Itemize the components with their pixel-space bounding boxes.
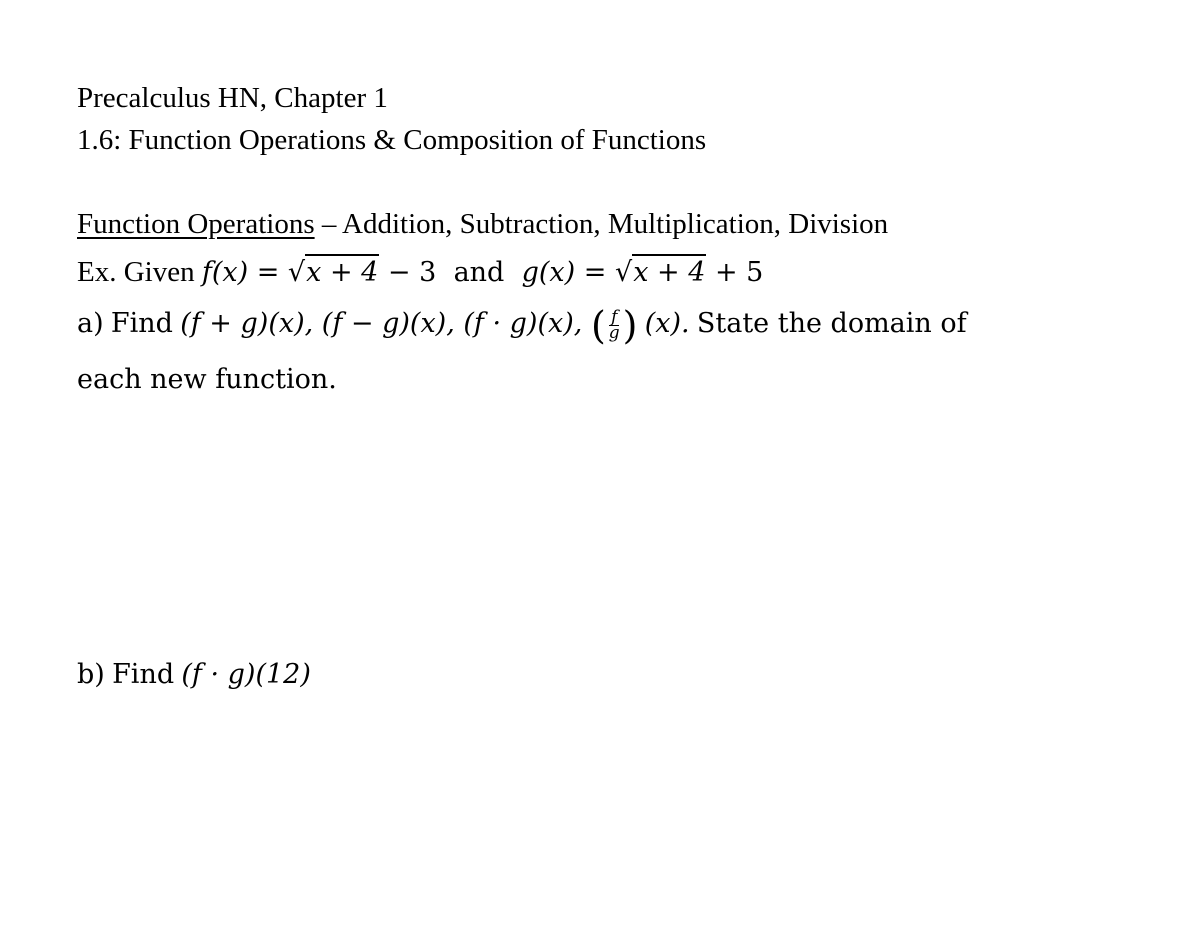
g-sqrt: √x + 4: [615, 254, 706, 290]
part-b-find: Find: [112, 659, 175, 690]
and-word: and: [453, 257, 505, 288]
part-a-find: Find: [110, 308, 173, 339]
g-radicand: x + 4: [632, 254, 706, 290]
part-a-line: a) Find (f + g)(x), (f − g)(x), (f · g)(x), ( $\frac{f}{g}$ ) (x). State the domain of: [77, 303, 967, 348]
part-a-continuation: [77, 362, 337, 397]
section-heading-rest: – Addition, Subtraction, Multiplication, Division: [314, 208, 889, 240]
g-tail: + 5: [706, 257, 764, 288]
f-radicand: x + 4: [305, 254, 379, 290]
fraction-denominator: g: [608, 322, 620, 343]
part-a-continuation-text: each new function.: [77, 364, 337, 395]
f-tail: − 3: [379, 257, 437, 288]
example-line: [77, 254, 763, 290]
course-title: Precalculus HN, Chapter 1: [77, 82, 388, 114]
part-a-instruction: State the domain of: [696, 308, 967, 339]
example-intro: Ex. Given: [77, 256, 195, 288]
section-heading-line: [77, 207, 888, 241]
part-b-label: b): [77, 659, 105, 690]
part-b-expression: (f · g)(12): [181, 659, 311, 690]
g-definition: g(x) =: [521, 257, 615, 288]
section-heading: Function Operations: [77, 208, 315, 240]
part-a-label: a): [77, 308, 104, 339]
f-sqrt: √x + 4: [288, 254, 379, 290]
part-b-line: [77, 657, 311, 692]
fraction-numerator: f: [611, 306, 618, 327]
f-over-g-fraction: [607, 306, 622, 343]
f-definition: f(x) =: [201, 257, 288, 288]
part-a-expr-tail: (x).: [644, 308, 690, 339]
part-a-expressions: (f + g)(x), (f − g)(x), (f · g)(x),: [180, 308, 591, 339]
lesson-title: 1.6: Function Operations & Composition of Functions: [77, 124, 707, 156]
